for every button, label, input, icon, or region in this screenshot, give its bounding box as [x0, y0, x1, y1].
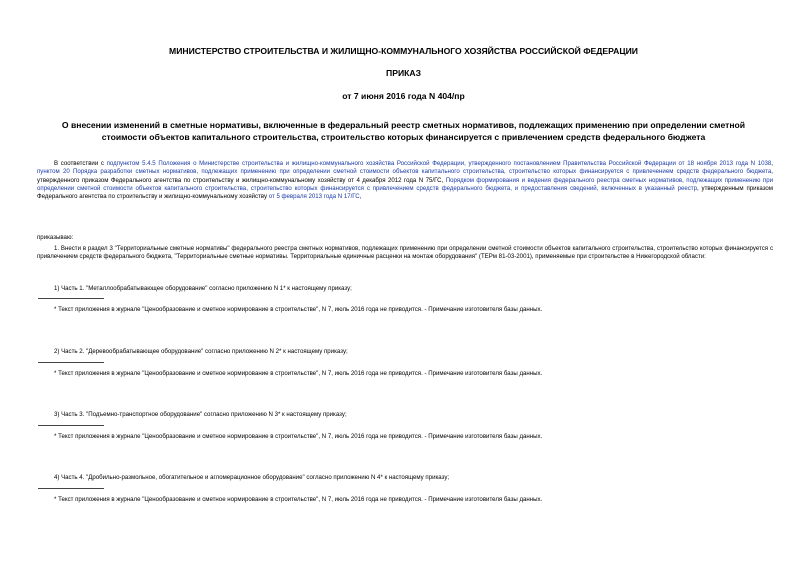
date-number-heading: от 7 июня 2016 года N 404/пр	[342, 91, 465, 101]
preamble-end: ,	[359, 193, 362, 201]
footnote-separator	[38, 362, 104, 363]
part-item: 1) Часть 1. "Металлообрабатывающее оборудование" согласно приложению N 1* к настоящему приказу;	[54, 285, 352, 292]
footnote-note: * Текст приложения в журнале "Ценообразование и сметное нормирование в строительстве", N 7, июль 2016 года не приводится. - Примечание изготовителя базы данных.	[54, 496, 543, 503]
order-word: приказываю:	[37, 234, 74, 241]
preamble-text-3: , утвержденным приказом Федерального агентства по строительству и жилищно-коммунальному хозяйству	[37, 184, 773, 201]
document-title: О внесении изменений в сметные нормативы, включенные в федеральный реестр сметных нормативов, подлежащих применению при определении сметной стоимости объектов капитального строительства, строительство которых финансируется с привлечением средств федерального бюджета	[61, 120, 746, 142]
item-1-paragraph	[37, 245, 773, 262]
footnote-separator	[38, 298, 104, 299]
part-item: 4) Часть 4. "Дробильно-размольное, обогатительное и агломерационное оборудование" согласно приложению N 4* к настоящему приказу;	[54, 474, 450, 481]
preamble-link-order[interactable]: от 5 февраля 2013 года N 17/ГС	[268, 193, 360, 201]
footnote-note: * Текст приложения в журнале "Ценообразование и сметное нормирование в строительстве", N 7, июль 2016 года не приводится. - Примечание изготовителя базы данных.	[54, 306, 543, 313]
preamble-intro: В соответствии с	[54, 160, 107, 167]
preamble-text-2: , утвержденного приказом Федерального агентства по строительству и жилищно-коммунальному хозяйству от 4 декабря 2012 года N 75/ГС,	[37, 168, 773, 184]
preamble-paragraph	[37, 160, 773, 201]
doc-type-heading: ПРИКАЗ	[386, 68, 421, 78]
footnote-separator	[38, 425, 104, 426]
preamble-text-1: ,	[771, 160, 773, 167]
preamble-link-procedure[interactable]: пунктом 20 Порядка разработки сметных нормативов, подлежащих применению при определении сметной стоимости объектов капитального строительства, строительство которых финансируется с привлечением средств федерального бюджета	[37, 168, 772, 176]
item-1-text: 1. Внести в раздел 3 "Территориальные сметные нормативы" федерального реестра сметных нормативов, подлежащих применению при определении сметной стоимости объектов капитального строительства, строительство которых финансируется с привлечением средств федерального бюджета, "Территориальные сметные нормативы. Территориальные единичные расценки на монтаж оборудования" (ТЕРм 81-03-2001), применяемые при строительстве в Нижегородской области:	[37, 245, 773, 261]
preamble-link-registry[interactable]: Порядком формирования и ведения федерального реестра сметных нормативов, подлежащих применению при определении сметной стоимости объектов капитального строительства, строительство которых финансируется с привлечением средств федерального бюджета, и предоставления сведений, включенных в указанный реестр	[37, 176, 774, 192]
footnote-note: * Текст приложения в журнале "Ценообразование и сметное нормирование в строительстве", N 7, июль 2016 года не приводится. - Примечание изготовителя базы данных.	[54, 433, 543, 440]
part-item: 2) Часть 2. "Деревообрабатывающее оборудование" согласно приложению N 2* к настоящему приказу;	[54, 348, 348, 355]
ministry-heading: МИНИСТЕРСТВО СТРОИТЕЛЬСТВА И ЖИЛИЩНО-КОММУНАЛЬНОГО ХОЗЯЙСТВА РОССИЙСКОЙ ФЕДЕРАЦИИ	[169, 46, 638, 56]
footnote-note: * Текст приложения в журнале "Ценообразование и сметное нормирование в строительстве", N 7, июль 2016 года не приводится. - Примечание изготовителя базы данных.	[54, 370, 543, 377]
footnote-separator	[38, 488, 104, 489]
part-item: 3) Часть 3. "Подъемно-транспортное оборудование" согласно приложению N 3* к настоящему приказу;	[54, 411, 347, 418]
preamble-link-regulation[interactable]: подпунктом 5.4.5 Положения о Министерстве строительства и жилищно-коммунального хозяйства Российской Федерации, утвержденного постановлением Правительства Российской Федерации от 18 ноября 2013 года N 1038	[106, 160, 772, 167]
